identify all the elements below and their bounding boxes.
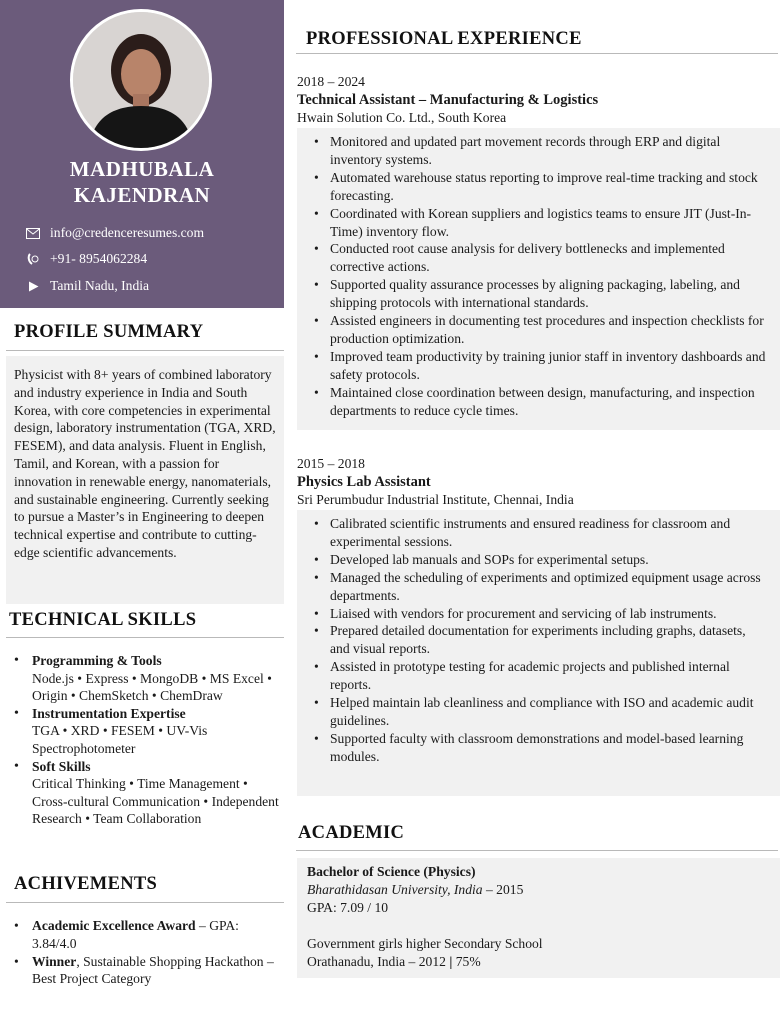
profile-summary-text: Physicist with 8+ years of combined laboratory and industry experience in India and South Korea, with core competencies in experimental design, laboratory instrumentation (TGA, XRD, FESEM), and data analysis. Fluent in English, Tamil, and Korean, with a passion for innovation in renewable energy, nanomaterials, and sustainable engineering. Currently seeking to pursue a Master’s in Engineering to deepen technical expertise and contribute to cutting-edge scientific advancements. [6,356,284,604]
degree-title: Bachelor of Science (Physics) [307,864,476,879]
responsibility-item: • Assisted in prototype testing for academic projects and published internal reports. [311,658,766,694]
job-company: Sri Perumbudur Industrial Institute, Chennai, India [297,492,574,507]
university-name: Bharathidasan University, India [307,881,483,897]
skill-title: • Programming & Tools [32,653,162,668]
skill-desc: Node.js • Express • MongoDB • MS Excel • Origin • ChemSketch • ChemDraw [32,670,272,704]
job-dates: 2015 – 2018 [297,456,365,471]
responsibility-item: • Maintained close coordination between design, manufacturing, and inspection departments to reduce cycle times. [311,384,766,420]
responsibility-item: • Prepared detailed documentation for experiments including graphs, datasets, and visual reports. [311,622,766,658]
responsibility-item: • Improved team productivity by training junior staff in inventory dashboards and safety protocols. [311,348,766,384]
skill-desc: TGA • XRD • FESEM • UV-Vis Spectrophotometer [32,723,208,756]
contact-phone[interactable] [26,250,147,268]
responsibility-item: • Assisted engineers in documenting test procedures and inspection checklists for production optimization. [311,312,766,348]
university-line [307,881,770,899]
responsibility-item: • Automated warehouse status reporting to improve real-time tracking and stock forecasting. [311,169,766,205]
job-title: Physics Lab Assistant [297,474,431,490]
skills-list [14,652,284,828]
location-arrow-icon [26,279,40,293]
achievement-title: Academic Excellence Award [32,918,196,933]
academic-details [297,858,780,978]
responsibility-item: • Developed lab manuals and SOPs for experimental setups. [311,551,766,569]
name-line-2: KAJENDRAN [73,183,211,207]
responsibility-item: • Supported faculty with classroom demonstrations and model-based learning modules. [311,730,766,766]
skill-desc: Critical Thinking • Time Management • Cross-cultural Communication • Independent Research • Team Collaboration [32,776,279,827]
school-place: Orathanadu, India – 2012 [307,953,450,969]
achievement-detail: – GPA: 3.84/4.0 [32,918,239,951]
job-dates: 2018 – 2024 [297,74,365,89]
responsibility-item: • Managed the scheduling of experiments and optimized equipment usage across departments. [311,569,766,605]
profile-summary-heading: PROFILE SUMMARY [14,322,204,342]
skill-title: • Soft Skills [32,758,91,774]
job-responsibilities [297,510,780,796]
achievement-item [14,917,276,953]
phone-text[interactable]: +91- 8954062284 [50,251,148,266]
responsibility-item: • Liaised with vendors for procurement and servicing of lab instruments. [311,605,766,623]
experience-divider [296,53,778,54]
spacer [307,917,770,935]
achievements-list [14,917,276,988]
profile-summary-divider [6,350,284,351]
school-score: 75% [452,953,481,969]
degree-gpa: GPA: 7.09 / 10 [307,899,389,915]
technical-skills-heading: TECHNICAL SKILLS [9,610,197,630]
school-separator: | [449,953,453,969]
profile-header [0,0,284,308]
school-name: Government girls higher Secondary School [307,935,543,951]
skill-title: • Instrumentation Expertise [32,705,186,721]
school-line [307,953,770,971]
academic-divider [296,850,778,851]
technical-skills-divider [6,637,284,638]
job-title: Technical Assistant – Manufacturing & Logistics [297,92,599,108]
skill-item [14,758,284,828]
responsibility-item: • Conducted root cause analysis for delivery bottlenecks and implemented corrective actions. [311,240,766,276]
left-column [0,0,288,1024]
profile-photo [70,9,212,151]
name-line-1: MADHUBALA [69,157,215,181]
achievement-item [14,953,276,989]
achievements-heading: ACHIVEMENTS [14,874,158,894]
achievements-divider [6,902,284,903]
location-text: Tamil Nadu, India [50,278,150,293]
responsibility-item: • Calibrated scientific instruments and ensured readiness for classroom and experimental sessions. [311,515,766,551]
candidate-name [0,156,284,208]
contact-location [26,277,149,295]
profile-photo-icon [73,12,209,148]
skill-item [14,652,284,705]
achievement-detail: , Sustainable Shopping Hackathon – Best Project Category [32,953,274,987]
job-company: Hwain Solution Co. Ltd., South Korea [297,110,507,125]
experience-heading: PROFESSIONAL EXPERIENCE [306,29,582,49]
responsibility-item: • Helped maintain lab cleanliness and compliance with ISO and academic audit guidelines. [311,694,766,730]
phone-icon [26,252,40,266]
contact-email[interactable] [26,224,204,242]
responsibility-item: • Supported quality assurance processes by aligning packaging, labeling, and shipping protocols with international standards. [311,276,766,312]
academic-heading: ACADEMIC [298,823,405,843]
responsibility-item: • Coordinated with Korean suppliers and logistics teams to ensure JIT (Just-In-Time) inventory flow. [311,205,766,241]
degree-year: – 2015 [482,881,524,897]
email-text[interactable]: info@credenceresumes.com [50,225,205,240]
responsibility-item: • Monitored and updated part movement records through ERP and digital inventory systems. [311,133,766,169]
achievement-title: Winner [32,953,77,969]
envelope-icon [26,226,40,240]
job-responsibilities [297,128,780,430]
skill-item [14,705,284,758]
